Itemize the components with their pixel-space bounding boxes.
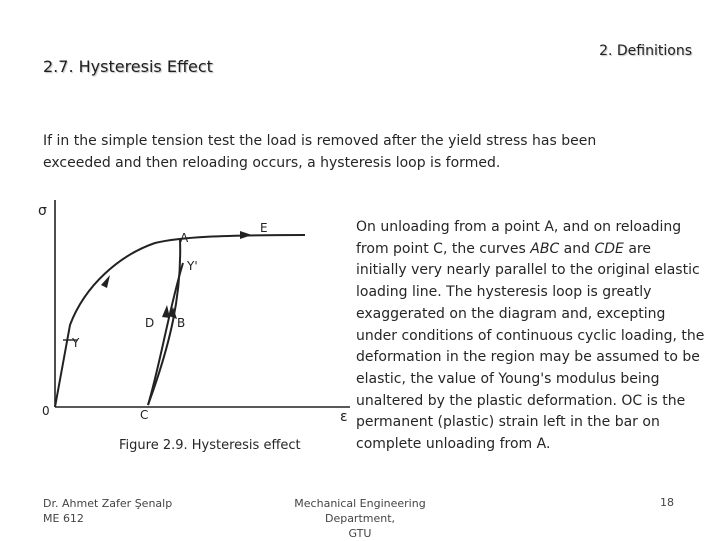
- curve-abc: ABC: [530, 240, 560, 257]
- body-text-part-3: are initially very nearly parallel to the original elastic loading line. The hysteresis loop is greatly exaggerated on the diagram and, excepting under conditions of continuous cyclic loading, the deformation in the region may be assumed to be elastic, the value of Young's modulus being unaltered by the plastic deformation. OC is the permanent (plastic) strain left in the bar on complete unloading from A.: [356, 240, 705, 453]
- point-y-label: Y: [72, 336, 80, 350]
- section-title: 2.7. Hysteresis Effect: [43, 57, 213, 76]
- footer-university: GTU: [348, 527, 372, 540]
- chapter-title: 2. Definitions: [599, 43, 692, 59]
- point-e-label: E: [260, 221, 268, 235]
- footer-author-block: [43, 496, 172, 526]
- figure-caption: Figure 2.9. Hysteresis effect: [119, 438, 301, 453]
- body-text-part-1: On unloading from a point A, and on reloading from point C, the curves: [356, 219, 682, 257]
- point-a-label: A: [180, 231, 189, 245]
- arrow-toward-e: [240, 231, 252, 239]
- footer-department: Mechanical Engineering Department,: [294, 497, 426, 525]
- footer-department-block: [260, 496, 460, 541]
- reloading-curve: [148, 263, 186, 405]
- intro-paragraph: If in the simple tension test the load is removed after the yield stress has been exceeded and then reloading occurs, a hysteresis loop is formed.: [43, 133, 597, 171]
- origin-label: 0: [42, 404, 50, 418]
- footer-author: Dr. Ahmet Zafer Şenalp: [43, 497, 173, 510]
- point-y-prime-label: Y': [187, 259, 198, 273]
- sigma-label: σ: [38, 203, 47, 219]
- hysteresis-diagram: [30, 195, 360, 430]
- reloading-arrow: [162, 305, 170, 318]
- curve-cde: CDE: [594, 240, 624, 257]
- epsilon-label: ε: [340, 409, 348, 425]
- page-number: 18: [660, 496, 674, 509]
- footer-course: ME 612: [43, 512, 84, 525]
- body-text-part-2: and: [559, 240, 595, 257]
- explanation-paragraph: [356, 217, 706, 456]
- hysteresis-figure: [30, 195, 360, 430]
- point-d-label: D: [145, 316, 155, 330]
- point-c-label: C: [140, 408, 149, 422]
- point-b-label: B: [177, 316, 186, 330]
